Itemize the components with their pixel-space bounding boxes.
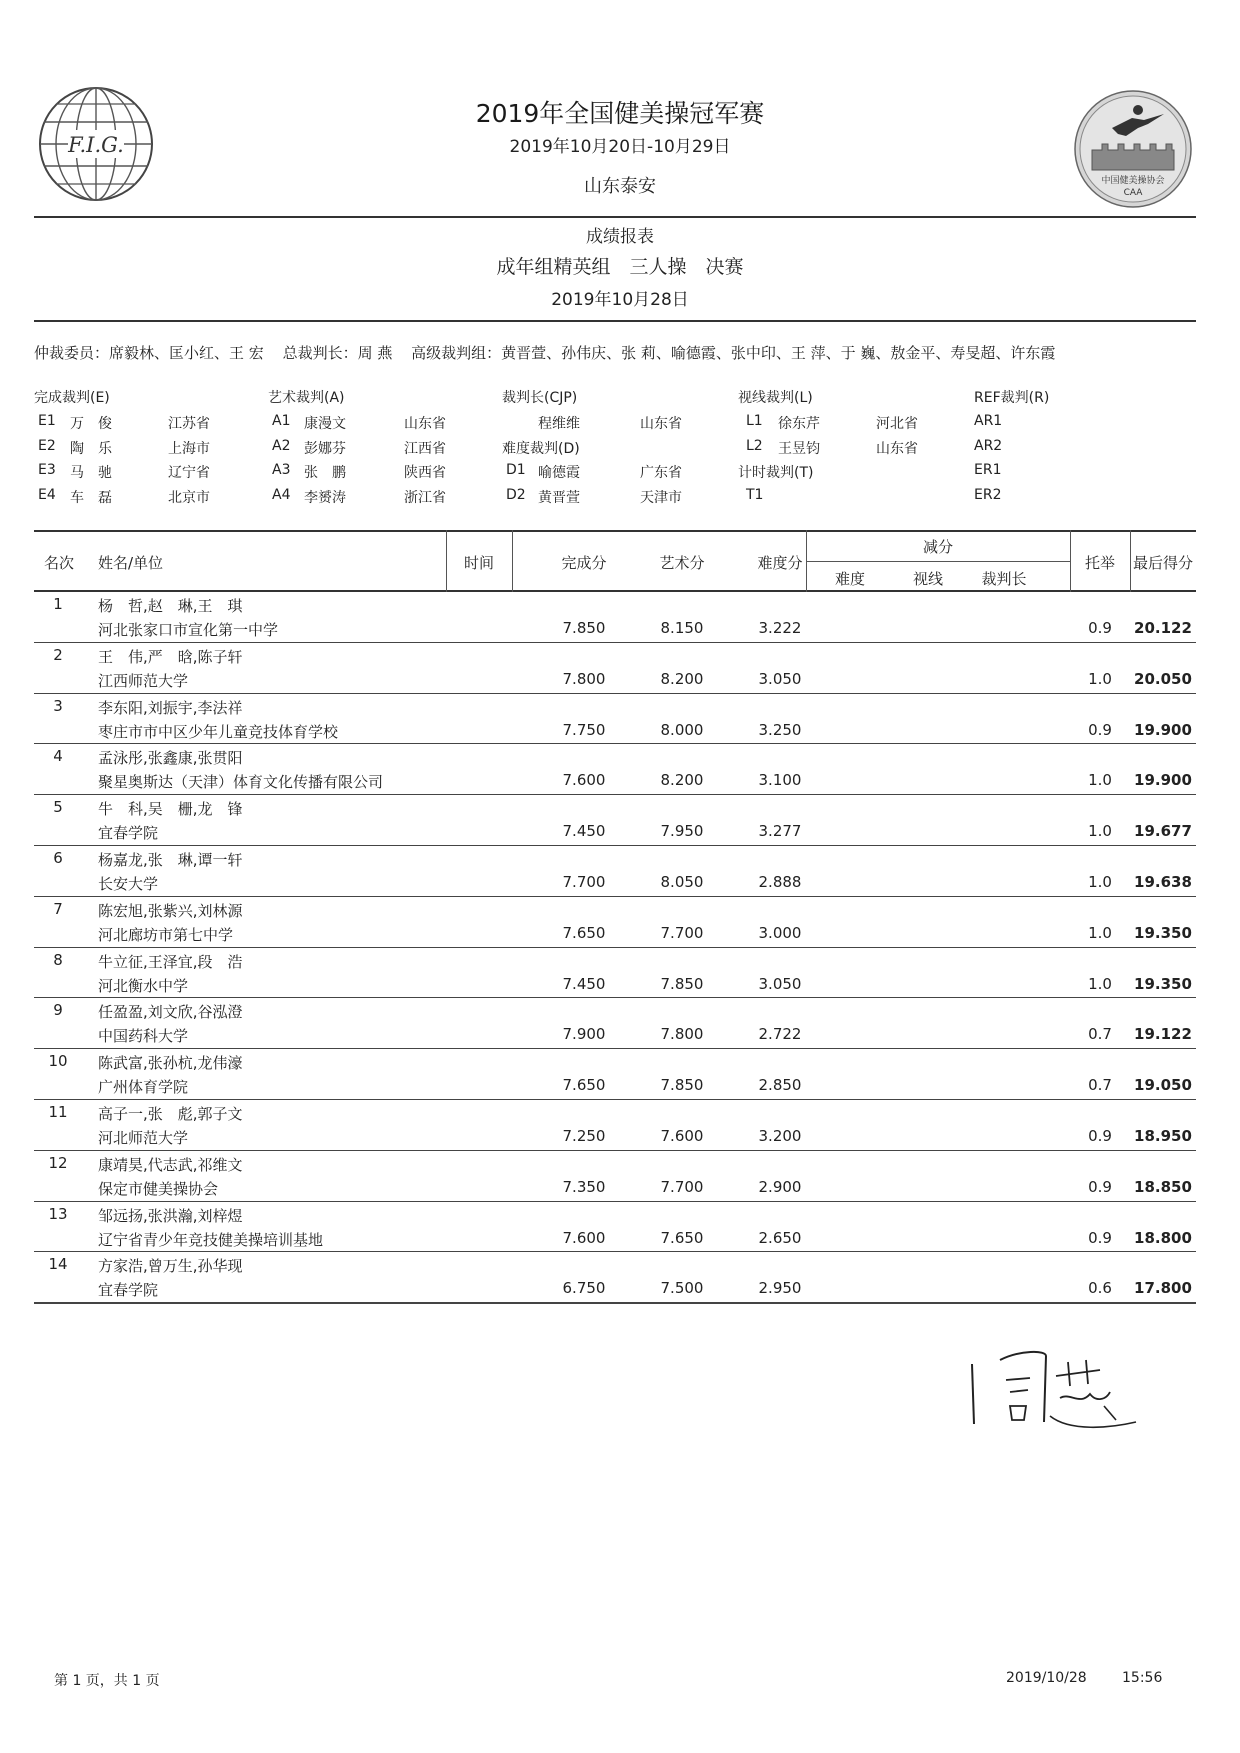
print-time: 15:56 xyxy=(1122,1670,1163,1686)
cjp-title: 裁判长(CJP) xyxy=(502,390,578,406)
table-row xyxy=(34,1252,1196,1303)
ref-judges xyxy=(974,387,1124,511)
artistic-score: 7.700 xyxy=(660,923,704,942)
table-row xyxy=(34,1151,1196,1202)
team-unit: 广州体育学院 xyxy=(98,1078,189,1097)
line-time-judges xyxy=(738,387,938,511)
difficulty-score: 3.050 xyxy=(758,669,802,688)
header-artistic: 艺术分 xyxy=(659,554,705,572)
athlete-names: 孟泳彤,张鑫康,张贯阳 xyxy=(98,749,243,768)
athlete-names: 杨嘉龙,张 琳,谭一轩 xyxy=(98,851,243,869)
judge-code: T1 xyxy=(746,486,764,503)
final-score: 18.850 xyxy=(1134,1177,1192,1196)
artistic-judges-title: 艺术裁判(A) xyxy=(268,390,345,406)
athlete-names: 方家浩,曾万生,孙华现 xyxy=(98,1257,243,1276)
rank-cell: 13 xyxy=(48,1204,68,1223)
final-score: 19.900 xyxy=(1134,720,1192,739)
artistic-score: 7.600 xyxy=(660,1127,704,1145)
judge-name: 黄晋萱 xyxy=(538,489,580,506)
judge-name: 程维维 xyxy=(538,416,580,432)
page-number: 第 1 页，共 1 页 xyxy=(54,1673,160,1689)
difficulty-score: 2.900 xyxy=(758,1177,802,1196)
athlete-names: 牛 科,吴 栅,龙 锋 xyxy=(98,800,243,819)
header-rank: 名次 xyxy=(44,554,75,572)
artistic-score: 8.200 xyxy=(660,771,704,790)
table-row xyxy=(34,998,1196,1049)
difficulty-score: 2.850 xyxy=(758,1076,802,1095)
svg-text:CAA: CAA xyxy=(1123,188,1143,198)
execution-score: 7.650 xyxy=(562,923,606,942)
execution-score: 7.900 xyxy=(562,1025,606,1044)
judge-code: E3 xyxy=(38,462,56,478)
team-unit: 枣庄市市中区少年儿童竞技体育学校 xyxy=(98,722,339,741)
athlete-names: 任盈盈,刘文欣,谷泓澄 xyxy=(98,1003,243,1022)
judge-code: D2 xyxy=(506,486,526,503)
difficulty-score: 2.950 xyxy=(758,1279,802,1298)
lift-score: 0.9 xyxy=(1088,619,1112,637)
judge-name: 陶 乐 xyxy=(70,440,112,457)
lift-score: 0.9 xyxy=(1088,1127,1112,1145)
athlete-names: 牛立征,王泽宜,段 浩 xyxy=(98,952,243,971)
final-score: 19.900 xyxy=(1134,771,1192,790)
athlete-names: 邹远扬,张洪瀚,刘梓煜 xyxy=(98,1206,243,1225)
athlete-names: 高子一,张 彪,郭子文 xyxy=(98,1105,243,1123)
header-lift: 托举 xyxy=(1084,554,1115,572)
judge-code: ER2 xyxy=(974,486,1002,503)
difficulty-score: 3.277 xyxy=(758,822,802,841)
artistic-score: 7.700 xyxy=(660,1177,704,1196)
chief-judge: 总裁判长：周 燕 xyxy=(282,344,393,362)
header-deductions: 减分 xyxy=(922,538,953,556)
team-unit: 长安大学 xyxy=(98,875,159,893)
artistic-score: 8.000 xyxy=(660,720,704,739)
lift-score: 0.9 xyxy=(1088,1228,1112,1247)
row-divider xyxy=(34,1302,1196,1304)
execution-score: 7.450 xyxy=(562,974,606,993)
table-row xyxy=(34,694,1196,745)
results-table-header xyxy=(34,530,1196,592)
athlete-names: 李东阳,刘振宇,李法祥 xyxy=(98,698,243,717)
rank-cell: 14 xyxy=(48,1255,68,1274)
judge-name: 李赟涛 xyxy=(304,489,346,506)
table-row xyxy=(34,744,1196,795)
judge-code: AR2 xyxy=(974,437,1003,454)
execution-score: 7.350 xyxy=(562,1177,606,1196)
final-score: 18.950 xyxy=(1134,1127,1192,1145)
judge-province: 广东省 xyxy=(640,465,682,481)
competition-title: 2019年全国健美操冠军赛 xyxy=(475,99,765,128)
judge-province: 北京市 xyxy=(168,489,210,506)
difficulty-score: 3.222 xyxy=(758,619,802,637)
table-row xyxy=(34,1202,1196,1253)
rank-cell: 8 xyxy=(53,950,63,969)
rank-cell: 9 xyxy=(53,1001,63,1020)
rank-cell: 4 xyxy=(53,747,63,766)
event-title: 成年组精英组 三人操 决赛 xyxy=(496,256,744,278)
execution-score: 7.750 xyxy=(562,720,606,739)
rank-cell: 12 xyxy=(48,1153,68,1172)
execution-judges-title: 完成裁判(E) xyxy=(34,390,110,406)
artistic-score: 8.150 xyxy=(660,619,704,637)
execution-score: 7.700 xyxy=(562,873,606,891)
table-row xyxy=(34,592,1196,643)
final-score: 19.638 xyxy=(1134,873,1192,891)
final-score: 19.350 xyxy=(1134,923,1192,942)
final-score: 19.677 xyxy=(1134,822,1192,841)
judge-name: 徐东芹 xyxy=(778,416,820,432)
judge-province: 山东省 xyxy=(876,440,918,457)
artistic-score: 7.850 xyxy=(660,1076,704,1095)
difficulty-score: 3.250 xyxy=(758,720,802,739)
header-divider-top xyxy=(34,216,1196,218)
rank-cell: 5 xyxy=(53,798,63,817)
artistic-score: 7.800 xyxy=(660,1025,704,1044)
team-unit: 河北张家口市宣化第一中学 xyxy=(98,621,279,639)
judge-code: A2 xyxy=(272,437,291,454)
svg-text:中国健美操协会: 中国健美操协会 xyxy=(1101,176,1165,186)
artistic-score: 7.950 xyxy=(660,822,704,841)
difficulty-score: 3.050 xyxy=(758,974,802,993)
team-unit: 辽宁省青少年竞技健美操培训基地 xyxy=(98,1230,324,1249)
judge-province: 河北省 xyxy=(876,416,918,432)
event-date: 2019年10月28日 xyxy=(551,290,689,310)
judge-code: E4 xyxy=(38,486,56,503)
report-title: 成绩报表 xyxy=(586,227,654,247)
judge-name: 张 鹏 xyxy=(304,465,346,481)
judge-province: 天津市 xyxy=(640,489,682,506)
judge-code: E1 xyxy=(38,413,56,429)
lift-score: 1.0 xyxy=(1088,974,1112,993)
difficulty-score: 2.888 xyxy=(758,873,802,891)
final-score: 19.350 xyxy=(1134,974,1192,993)
jury-members: 仲裁委员：席毅林、匡小红、王 宏 xyxy=(34,344,264,362)
table-row xyxy=(34,1100,1196,1151)
execution-score: 7.800 xyxy=(562,669,606,688)
line-judges-title: 视线裁判(L) xyxy=(738,390,813,406)
judge-code: A3 xyxy=(272,462,291,478)
execution-score: 6.750 xyxy=(562,1279,606,1298)
lift-score: 1.0 xyxy=(1088,923,1112,942)
lift-score: 0.9 xyxy=(1088,720,1112,739)
competition-dates: 2019年10月20日-10月29日 xyxy=(509,137,731,157)
header-deduct-chief: 裁判长 xyxy=(981,570,1027,588)
table-row xyxy=(34,643,1196,694)
team-unit: 宜春学院 xyxy=(98,824,159,843)
competition-venue: 山东泰安 xyxy=(584,176,656,197)
artistic-score: 8.200 xyxy=(660,669,704,688)
team-unit: 聚星奥斯达（天津）体育文化传播有限公司 xyxy=(98,773,384,792)
judge-code: A1 xyxy=(272,413,291,429)
difficulty-score: 3.100 xyxy=(758,771,802,790)
ref-judges-title: REF裁判(R) xyxy=(974,390,1050,406)
final-score: 19.050 xyxy=(1134,1076,1192,1095)
lift-score: 0.7 xyxy=(1088,1076,1112,1095)
difficulty-score: 3.200 xyxy=(758,1127,802,1145)
difficulty-score: 2.650 xyxy=(758,1228,802,1247)
team-unit: 中国药科大学 xyxy=(98,1027,189,1046)
header-deduct-line: 视线 xyxy=(912,570,943,588)
judge-code: D1 xyxy=(506,462,526,478)
results-table-body xyxy=(34,592,1196,1304)
judge-name: 彭娜芬 xyxy=(304,440,346,457)
judge-name: 康漫文 xyxy=(304,416,346,432)
judge-code: AR1 xyxy=(974,413,1003,429)
table-row xyxy=(34,846,1196,897)
cjp-difficulty-judges xyxy=(502,387,702,511)
athlete-names: 王 伟,严 晗,陈子轩 xyxy=(98,647,243,666)
lift-score: 1.0 xyxy=(1088,822,1112,841)
team-unit: 河北廊坊市第七中学 xyxy=(98,925,234,944)
judge-code: ER1 xyxy=(974,462,1002,478)
table-row xyxy=(34,897,1196,948)
time-judges-title: 计时裁判(T) xyxy=(738,465,814,481)
lift-score: 0.7 xyxy=(1088,1025,1112,1044)
difficulty-score: 2.722 xyxy=(758,1025,802,1044)
header-name-unit: 姓名/单位 xyxy=(98,554,164,572)
final-score: 18.800 xyxy=(1134,1228,1192,1247)
rank-cell: 7 xyxy=(53,899,63,918)
print-date: 2019/10/28 xyxy=(1006,1670,1087,1686)
difficulty-score: 3.000 xyxy=(758,923,802,942)
team-unit: 保定市健美操协会 xyxy=(98,1179,219,1198)
rank-cell: 3 xyxy=(53,696,63,715)
execution-score: 7.250 xyxy=(562,1127,606,1145)
judge-province: 辽宁省 xyxy=(168,465,210,481)
judge-province: 陕西省 xyxy=(404,465,446,481)
artistic-score: 7.850 xyxy=(660,974,704,993)
rank-cell: 1 xyxy=(53,595,63,613)
judge-province: 上海市 xyxy=(168,440,210,457)
judge-province: 浙江省 xyxy=(404,489,446,506)
lift-score: 1.0 xyxy=(1088,873,1112,891)
lift-score: 1.0 xyxy=(1088,669,1112,688)
table-row xyxy=(34,1049,1196,1100)
header-difficulty: 难度分 xyxy=(757,554,803,572)
judge-code: E2 xyxy=(38,437,56,454)
header-final-score: 最后得分 xyxy=(1132,554,1193,572)
lift-score: 0.9 xyxy=(1088,1177,1112,1196)
chief-judge-signature xyxy=(960,1336,1140,1446)
header-deduct-difficulty: 难度 xyxy=(834,570,865,588)
final-score: 20.122 xyxy=(1134,619,1192,637)
final-score: 19.122 xyxy=(1134,1025,1192,1044)
execution-score: 7.600 xyxy=(562,771,606,790)
judge-province: 山东省 xyxy=(404,416,446,432)
judge-code: L2 xyxy=(746,437,763,454)
rank-cell: 2 xyxy=(53,645,63,664)
header-divider-bottom xyxy=(34,320,1196,322)
rank-cell: 10 xyxy=(48,1052,68,1071)
execution-judges xyxy=(34,387,234,511)
artistic-score: 7.650 xyxy=(660,1228,704,1247)
athlete-names: 陈宏旭,张紫兴,刘林源 xyxy=(98,901,243,920)
artistic-score: 7.500 xyxy=(660,1279,704,1298)
judge-name: 万 俊 xyxy=(70,416,112,432)
final-score: 17.800 xyxy=(1134,1279,1192,1298)
table-row xyxy=(34,795,1196,846)
judge-province: 江西省 xyxy=(404,440,446,457)
judge-province: 山东省 xyxy=(640,416,682,432)
execution-score: 7.450 xyxy=(562,822,606,841)
rank-cell: 11 xyxy=(48,1103,68,1121)
header-time: 时间 xyxy=(463,554,494,572)
athlete-names: 杨 哲,赵 琳,王 琪 xyxy=(98,597,243,615)
senior-judges: 高级裁判组：黄晋萱、孙伟庆、张 莉、喻德霞、张中印、王 萍、于 巍、敖金平、寿旻超、许东霞 xyxy=(411,344,1056,362)
officials-line xyxy=(34,342,1069,363)
team-unit: 江西师范大学 xyxy=(98,671,189,690)
difficulty-judges-title: 难度裁判(D) xyxy=(502,440,580,457)
judge-code: A4 xyxy=(272,486,291,503)
lift-score: 0.6 xyxy=(1088,1279,1112,1298)
athlete-names: 陈武富,张孙杭,龙伟濠 xyxy=(98,1054,243,1073)
execution-score: 7.650 xyxy=(562,1076,606,1095)
rank-cell: 6 xyxy=(53,849,63,867)
judge-name: 王昱钧 xyxy=(778,440,820,457)
artistic-score: 8.050 xyxy=(660,873,704,891)
table-row xyxy=(34,948,1196,999)
execution-score: 7.850 xyxy=(562,619,606,637)
artistic-judges xyxy=(268,387,468,511)
judge-name: 车 磊 xyxy=(70,489,112,506)
judge-name: 喻德霞 xyxy=(538,465,580,481)
team-unit: 宜春学院 xyxy=(98,1281,159,1300)
lift-score: 1.0 xyxy=(1088,771,1112,790)
final-score: 20.050 xyxy=(1134,669,1192,688)
team-unit: 河北师范大学 xyxy=(98,1129,189,1147)
judge-code: L1 xyxy=(746,413,763,429)
team-unit: 河北衡水中学 xyxy=(98,976,189,995)
athlete-names: 康靖昊,代志武,祁维文 xyxy=(98,1155,243,1174)
header-execution: 完成分 xyxy=(561,554,607,572)
execution-score: 7.600 xyxy=(562,1228,606,1247)
judge-province: 江苏省 xyxy=(168,416,210,432)
judge-name: 马 驰 xyxy=(70,465,112,481)
svg-text:F.I.G.: F.I.G. xyxy=(68,133,124,157)
